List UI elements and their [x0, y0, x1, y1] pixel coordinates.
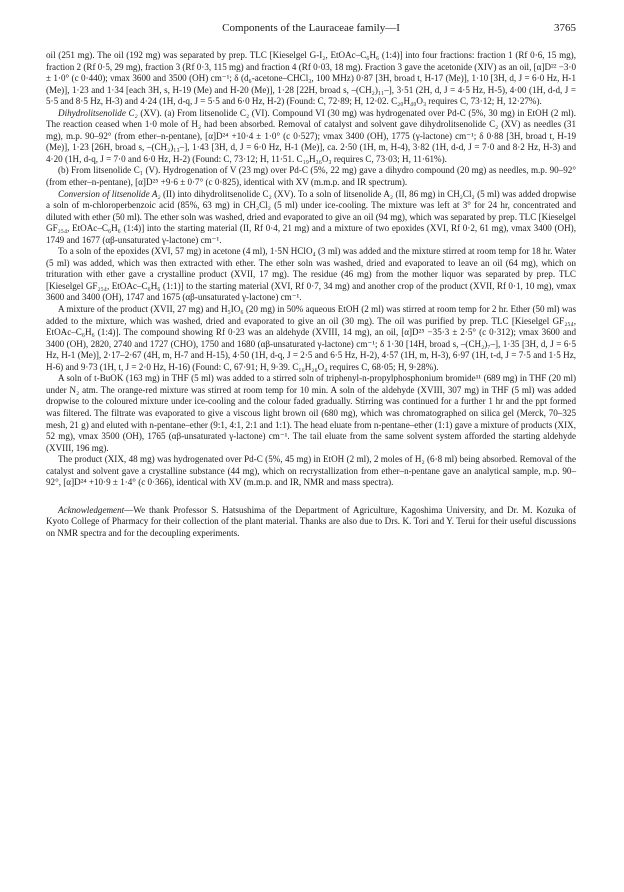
paragraph-text: oil (251 mg). The oil (192 mg) was separated by prep. TLC [Kieselgel G-I₂, EtOAc–C₆H₆ (1:4)] into four fractions: fraction 1 (Rf 0·6, 15 mg), fraction 2 (Rf 0·5, 29 mg), fraction 3 (Rf 0·3, 115 mg) and fraction 4 (Rf 0·03, 18 mg). Fraction 3 gave the acetonide (XIV) as an oil, [α]D²² −3·0 ± 1·0° (c 0·440); νmax 3600 and 3500 (OH) cm⁻¹; δ (d₆-acetone–CHCl₃, 100 MHz) 0·87 [3H, broad t, H-17 (Me)], 1·10 [3H, d, J = 6·0 Hz, H-1 (Me)], 1·23 and 1·34 [each 3H, s, H-19 (Me) and H-20 (Me)], 1·28 [22H, broad s, –(CH₂)₁₁–], 3·51 (2H, d, J = 4·5 Hz, H-5), 4·00 (1H, d-d, J = 5·5 and 8·5 Hz, H-3) and 4·24 (1H, d-q, J = 5·5 and 6·0 Hz, H-2) (Found: C, 72·89; H, 12·02. C₂₀H₄₀O₃ requires C, 73·12; H, 12·27%). [46, 50, 576, 107]
paragraph-3 [46, 165, 576, 188]
paragraph-text: (II) into dihydrolitsenolide C₂ (XV). To a soln of litsenolide A₂ (II, 86 mg) in CH₂Cl₂ (5 ml) was added dropwise a soln of m-chloroperbenzoic acid (85%, 63 mg) in CH₂Cl₂ (5 ml) under ice-cooling. The mixture was left at 3° for 24 hr, concentrated and diluted with ether (50 ml). The ether soln was washed, dried and evaporated to give an oil (94 mg), which was separated by prep. TLC [Kieselgel GF₂₅₄, EtOAc–C₆H₆ (1:4)] into the starting material (II, Rf 0·4, 21 mg) and a mixture of two epoxides (XVI, Rf 0·2, 61 mg), νmax 3400 (OH), 1749 and 1677 (αβ-unsaturated γ-lactone) cm⁻¹. [46, 188, 576, 245]
paragraph-4 [46, 189, 576, 247]
paragraph-text: (b) From litsenolide C₁ (V). Hydrogenation of V (23 mg) over Pd-C (5%, 22 mg) gave a dihydro compound (20 mg) as needles, m.p. 90–92° (from ether–n-pentane), [α]D²⁵ +9·6 ± 0·7° (c 0·825), identical with XV (m.m.p. and IR spectrum). [46, 165, 576, 188]
acknowledgement-text: —We thank Professor S. Hatsushima of the Department of Agriculture, Kagoshima University, and Dr. M. Kozuka of Kyoto College of Pharmacy for their collection of the plant material. Thanks are also due to Drs. K. Tori and Y. Terui for their useful discussions on NMR spectra and for the decoupling experiments. [46, 504, 576, 538]
acknowledgement [46, 505, 576, 540]
paragraph-text: To a soln of the epoxides (XVI, 57 mg) in acetone (4 ml), 1·5N HClO₄ (3 ml) was added and the mixture stirred at room temp for 18 hr. Water (5 ml) was added, which was then extracted with ether. The ether soln was washed, dried and evaporated to leave an oil (64 mg), which on trituration with ether gave a crystalline product (XVII, 17 mg). The residue (46 mg) from the mother liquor was separated by prep. TLC [Kieselgel GF₂₅₄, EtOAc–C₆H₆ (1:1)] to the starting material (XVI, Rf 0·7, 34 mg) and another crop of the product (XVII, Rf 0·1, 10 mg), νmax 3600 and 3400 (OH), 1747 and 1675 (αβ-unsaturated γ-lactone) cm⁻¹. [46, 246, 576, 303]
paragraph-8 [46, 454, 576, 489]
paragraph-lead: Conversion of litsenolide A₂ [58, 188, 161, 199]
running-title: Components of the Lauraceae family—I [222, 22, 400, 34]
paragraph-text: The product (XIX, 48 mg) was hydrogenated over Pd-C (5%, 45 mg) in EtOH (2 ml), 2 moles of H₂ (6·8 ml) being absorbed. Removal of the catalyst and solvent gave a crystalline substance (44 mg), which on recrystallization from ether–n-pentane gave an analytical sample, m.p. 90–92°, [α]D²⁴ +10·9 ± 1·4° (c 0·366), identical with XV (m.m.p. and IR, NMR and mass spectra). [46, 454, 576, 488]
acknowledgement-lead: Acknowledgement [58, 504, 125, 515]
paragraph-1 [46, 50, 576, 108]
paragraph-text: A mixture of the product (XVII, 27 mg) and H₅IO₆ (20 mg) in 50% aqueous EtOH (2 ml) was stirred at room temp for 2 hr. Ether (50 ml) was added to the mixture, which was washed, dried and evaporated to give an oil (30 mg). The oil was purified by prep. TLC [Kieselgel GF₂₅₄, EtOAc–C₆H₆ (1:4)]. The compound showing Rf 0·23 was an aldehyde (XVIII, 14 mg), an oil, [α]D²⁵ −35·3 ± 2·5° (c 0·312); νmax 3600 and 3400 (OH), 2820, 2740 and 1727 (CHO), 1750 and 1680 (αβ-unsaturated γ-lactone) cm⁻¹; δ 1·30 [14H, broad s, –(CH₂)₇–], 1·35 [3H, d, J = 6·5 Hz, H-1 (Me)], 2·17–2·67 (4H, m, H-7 and H-15), 4·50 (1H, d-q, J = 2·5 and 6·5 Hz, H-2), 4·57 (1H, m, H-3), 6·97 (1H, t-d, J = 7·5 and 1·5 Hz, H-6) and 9·73 (1H, t, J = 2·0 Hz, H-16) (Found: C, 67·91; H, 9·39. C₁₆H₂₆O₄ requires C, 68·05; H, 9·28%). [46, 304, 576, 372]
page-number: 3765 [554, 22, 576, 34]
paragraph-2 [46, 108, 576, 166]
paragraph-text: (XV). (a) From litsenolide C₂ (VI). Compound VI (30 mg) was hydrogenated over Pd-C (5%, 30 mg) in EtOH (2 ml). The reaction ceased when 1·0 mole of H₂ had been absorbed. Removal of catalyst and solvent gave dihydrolitsenolide C₂ (XV) as needles (31 mg), m.p. 90–92° (from ether–n-pentane), [α]D²⁴ +10·4 ± 1·0° (c 0·527); νmax 3400 (OH), 1775 (γ-lactone) cm⁻¹; δ 0·88 [3H, broad t, H-19 (Me)], 1·23 [26H, broad s, –(CH₂)₁₃–], 1·43 [3H, d, J = 6·0 Hz, H-1 (Me)], ca. 2·50 (1H, m, H-4), 3·82 (1H, d-d, J = 7·0 and 8·2 Hz, H-3) and 4·20 (1H, d-q, J = 7·0 and 6·0 Hz, H-2) (Found: C, 73·12; H, 11·51. C₁₉H₃₆O₃ requires C, 73·03; H, 11·61%). [46, 107, 576, 164]
paragraph-6 [46, 304, 576, 373]
paragraph-7 [46, 373, 576, 454]
article-body [46, 50, 576, 539]
paragraph-text: A soln of t-BuOK (163 mg) in THF (5 ml) was added to a stirred soln of triphenyl-n-propylphosphonium bromide¹¹ (689 mg) in THF (20 ml) under N₂ atm. The orange-red mixture was stirred at room temp for 10 min. A soln of the aldehyde (XVIII, 307 mg) in THF (5 ml) was added dropwise to the coloured mixture under ice-cooling and the colour faded gradually. Stirring was continued for a further 1 hr and the ppt formed was filtered. The filtrate was evaporated to give a viscous light brown oil (680 mg), which was chromatographed on silica gel (Merck, 70–325 mesh, 21 g) and eluted with n-pentane–ether (9:1, 4:1, 2:1 and 1:1). The head eluate from n-pentane–ether (1:1) gave a mixture of products (XIX, 52 mg), νmax 3500 (OH), 1765 (αβ-unsaturated γ-lactone) cm⁻¹. The tail eluate from the same solvent system afforded the starting aldehyde (XVIII, 196 mg). [46, 373, 576, 453]
paragraph-5 [46, 246, 576, 304]
journal-page [46, 22, 576, 539]
paragraph-lead: Dihydrolitsenolide C₂ [58, 107, 138, 118]
page-header [46, 22, 576, 42]
